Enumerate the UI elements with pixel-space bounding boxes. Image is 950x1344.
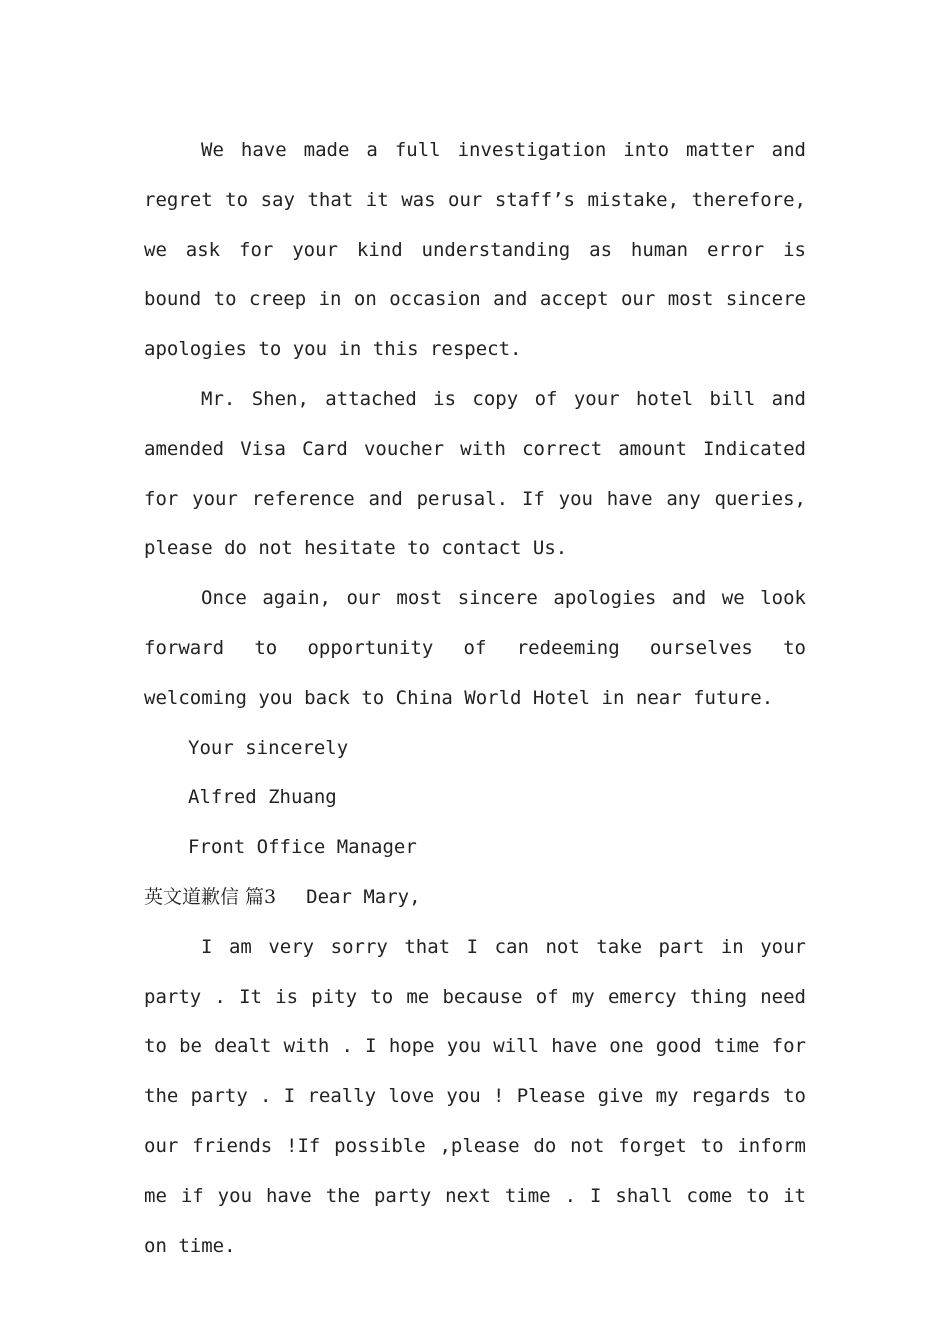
letter2-signature-name: Alfred Zhuang [188,786,337,809]
letter2-paragraph-2: Mr. Shen, attached is copy of your hotel bill and amended Visa Card voucher with correct amount Indicated for your reference and perusal. If you have any queries, please do not hesitate to contact Us. [144,387,806,560]
letter3-salutation: Dear Mary, [306,885,421,908]
letter2-paragraph-3: Once again, our most sincere apologies and we look forward to opportunity of redeeming ourselves to welcoming you back to China World Hotel in near future. [144,587,806,709]
document-page [144,126,806,1271]
letter2-closing: Your sincerely [188,736,349,759]
letter3-paragraph-1: I am very sorry that I can not take part in your party . It is pity to me because of my emercy thing need to be dealt with . I hope you will have one good time for the party . I really love you ! Please give my regards to our friends !If possible ,please do not forget to inform me if you have the party next time . I shall come to it on time. [144,935,806,1257]
letter2-paragraph-1: We have made a full investigation into matter and regret to say that it was our staff’s mistake, therefore, we ask for your kind understanding as human error is bound to creep in on occasion and accept our most sincere apologies to you in this respect. [144,139,806,361]
letter3-heading-line [144,873,806,923]
letter3-heading: 英文道歉信 篇3 [144,885,277,908]
letter2-signature-title: Front Office Manager [188,836,417,859]
